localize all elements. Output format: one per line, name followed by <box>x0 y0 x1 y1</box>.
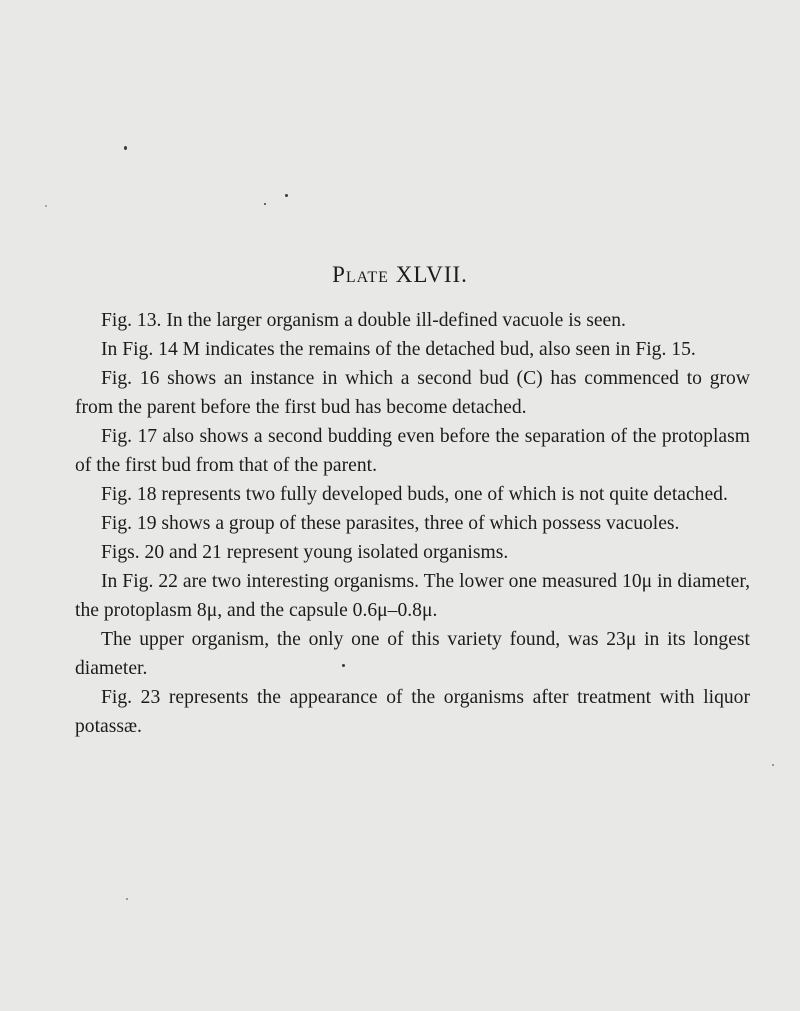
paragraph-fig-19: Fig. 19 shows a group of these parasites, three of which possess vacuoles. <box>101 513 680 534</box>
paragraph-fig-14: In Fig. 14 M indicates the remains of the detached bud, also seen in Fig. 15. <box>101 339 696 360</box>
paper-speck <box>45 205 47 207</box>
paper-speck <box>124 146 127 150</box>
paragraph-figs-20-21: Figs. 20 and 21 represent young isolated organisms. <box>101 542 509 563</box>
paragraph-upper-organism: The upper organism, the only one of this variety found, was 23μ in its longest diameter. <box>75 629 750 679</box>
plate-description <box>75 306 750 741</box>
plate-title: Plate XLVII. <box>332 262 468 287</box>
paragraph-fig-18: Fig. 18 represents two fully developed buds, one of which is not quite detached. <box>101 484 728 505</box>
paragraph-fig-16: Fig. 16 shows an instance in which a second bud (C) has commenced to grow from the parent before the first bud has become detached. <box>75 368 750 418</box>
paper-speck <box>285 194 288 197</box>
paper-speck <box>772 764 774 766</box>
paragraph-fig-22: In Fig. 22 are two interesting organisms. The lower one measured 10μ in diameter, the protoplasm 8μ, and the capsule 0.6μ–0.8μ. <box>75 571 750 621</box>
paper-speck <box>264 203 266 205</box>
paper-speck <box>126 898 128 900</box>
paragraph-fig-13: Fig. 13. In the larger organism a double ill-defined vacuole is seen. <box>101 310 626 331</box>
paragraph-fig-17: Fig. 17 also shows a second budding even before the separation of the protoplasm of the first bud from that of the parent. <box>75 426 750 476</box>
paragraph-fig-23: Fig. 23 represents the appearance of the organisms after treatment with liquor potassæ. <box>75 687 750 737</box>
